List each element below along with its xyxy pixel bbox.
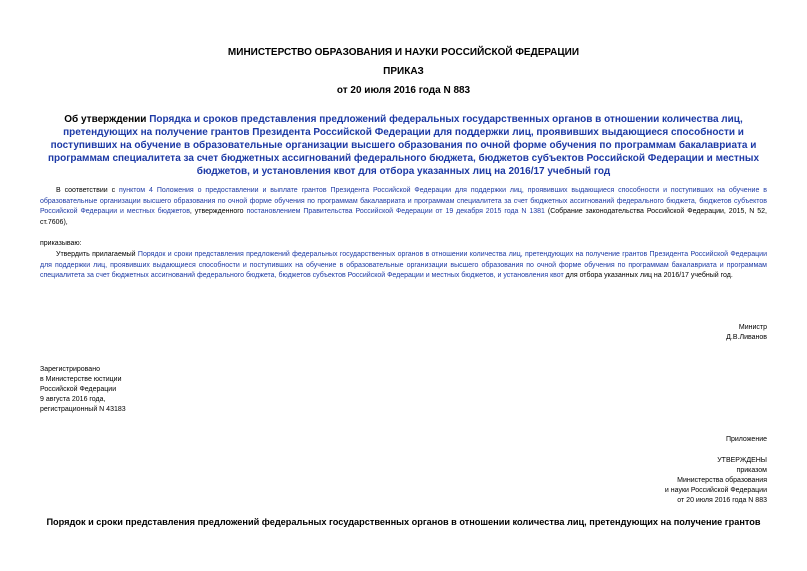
preamble-link-decree[interactable]: постановлением Правительства Российской Федерации от 19 декабря 2015 года N 1381: [246, 208, 545, 215]
title-prefix: Об утверждении: [64, 114, 150, 125]
registration-line-2: в Министерстве юстиции: [40, 376, 122, 383]
registration-line-1: Зарегистрировано: [40, 366, 100, 373]
procedure-title: Порядок и сроки представления предложений федеральных государственных органов в отношении количества лиц, претендующих на получение грантов: [46, 517, 761, 527]
signature-name: Д.В.Ливанов: [726, 334, 767, 341]
appendix-line-5: от 20 июля 2016 года N 883: [677, 497, 767, 504]
appendix-line-4: и науки Российской Федерации: [664, 487, 767, 494]
signature-position: Министр: [738, 324, 767, 331]
preamble-paragraph: [40, 186, 767, 228]
date-number-text: от 20 июля 2016 года N 883: [336, 85, 471, 96]
approve-paragraph: [40, 250, 767, 282]
doc-type-heading: ПРИКАЗ: [383, 66, 424, 77]
registration-line-5: регистрационный N 43183: [40, 406, 126, 413]
registration-line-4: 9 августа 2016 года,: [40, 396, 106, 403]
approve-link-procedure[interactable]: Порядок и сроки представления предложений федеральных государственных органов в отношении количества лиц, претендующих на получение грантов Президента Российской Федерации для поддержки лиц, проявивших выдающиеся способности и поступивших на обучение в образовательные организации высшего образования по очной форме обучения по программам бакалавриата и программам специалитета за счет бюджетных ассигнований федерального бюджета, бюджетов субъектов Российской Федерации и местных бюджетов, и установления квот: [40, 251, 767, 279]
approve-lead: Утвердить прилагаемый: [56, 251, 138, 258]
approve-tail: для отбора указанных лиц на 2016/17 учебный год.: [563, 272, 733, 279]
date-number: [0, 85, 807, 96]
ministry-heading: МИНИСТЕРСТВО ОБРАЗОВАНИЯ И НАУКИ РОССИЙСКОЙ ФЕДЕРАЦИИ: [227, 47, 580, 58]
title-link[interactable]: Порядка и сроков представления предложений федеральных государственных органов в отношении количества лиц, претендующих на получение грантов Президента Российской Федерации для поддержки лиц, проявивших выдающиеся способности и поступивших на обучение в образовательные организации высшего образования по очной форме обучения по программам бакалавриата и программам специалитета за счет бюджетных ассигнований федерального бюджета, бюджетов субъектов Российской Федерации и местных бюджетов, и установления квот для отбора указанных лиц на 2016/17 учебный год: [47, 114, 760, 177]
preamble-tail: (Собрание законодательства Российской Федерации, 2015, N 52, ст.7606),: [40, 208, 767, 226]
appendix-line-2: приказом: [736, 467, 767, 474]
appendix-label: Приложение: [725, 436, 767, 443]
registration-line-3: Российской Федерации: [40, 386, 117, 393]
preamble-link-regulation[interactable]: пунктом 4 Положения о предоставлении и выплате грантов Президента Российской Федерации для поддержки лиц, проявивших выдающиеся способности и поступивших на обучение в образовательные организации высшего образования по очной форме обучения по программам бакалавриата и программам специалитета за счет бюджетных ассигнований федерального бюджета, бюджетов субъектов Российской Федерации и местных бюджетов: [40, 187, 767, 215]
document-title: [40, 113, 767, 178]
appendix-line-3: Министерства образования: [677, 477, 767, 484]
preamble-lead: В соответствии с: [56, 187, 119, 194]
appendix-approved: УТВЕРЖДЕНЫ: [717, 457, 767, 464]
order-word: приказываю:: [40, 240, 82, 247]
preamble-middle: , утвержденного: [189, 208, 247, 215]
